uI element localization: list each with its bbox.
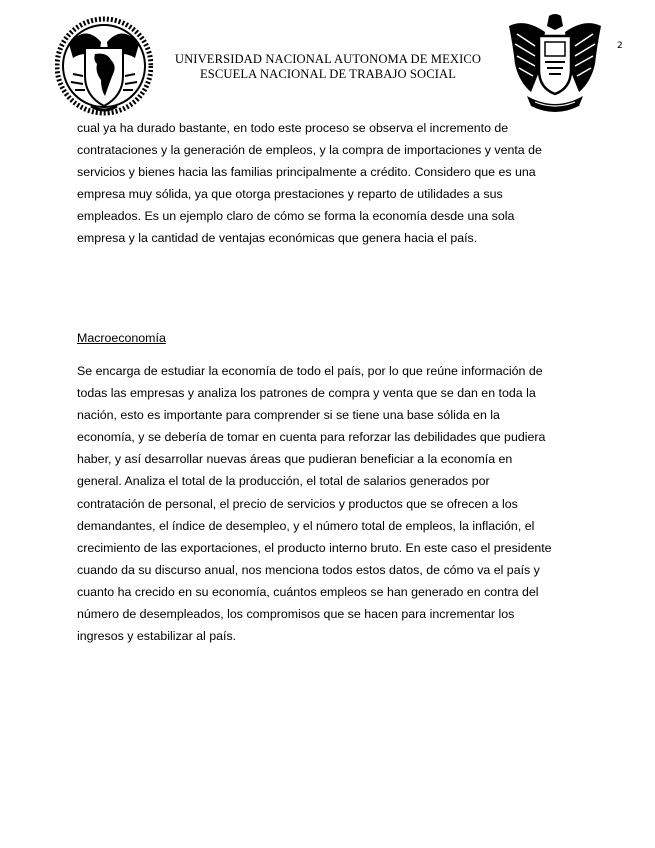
institution-header — [160, 52, 496, 81]
paragraph-continuation — [77, 117, 577, 250]
text-line: contrataciones y la generación de empleos, y la compra de importaciones y venta de — [77, 143, 542, 158]
text-line: ingresos y estabilizar al país. — [77, 629, 237, 644]
text-line: todas las empresas y analiza los patrones de compra y venta que se dan en toda la — [77, 386, 536, 401]
text-line: Se encarga de estudiar la economía de todo el país, por lo que reúne información de — [77, 364, 543, 378]
text-line: cuando da su discurso anual, nos menciona todos estos datos, de cómo va el país y — [77, 562, 540, 577]
text-line: empleados. Es un ejemplo claro de cómo se forma la economía desde una sola — [77, 209, 515, 224]
text-line: general. Analiza el total de la producción, el total de salarios generados por — [77, 474, 490, 489]
text-line: demandantes, el índice de desempleo, y el número total de empleos, la inflación, el — [77, 518, 535, 533]
text-line: economía, y se debería de tomar en cuenta para reforzar las debilidades que pudiera — [77, 430, 546, 445]
unam-crest-icon — [55, 14, 153, 118]
text-line: empresa muy sólida, ya que otorga prestaciones y reparto de utilidades a sus — [77, 187, 503, 202]
text-line: servicios y bienes hacia las familias principalmente a crédito. Considero que es una — [77, 165, 536, 180]
school-name: ESCUELA NACIONAL DE TRABAJO SOCIAL — [200, 66, 456, 81]
section-heading: Macroeconomía — [77, 331, 166, 345]
page-number: 2 — [617, 41, 623, 51]
text-line: nación, esto es importante para comprender si se tiene una base sólida en la — [77, 408, 500, 423]
text-line: haber, y así desarrollar nuevas áreas que pudieran beneficiar a la economía en — [77, 452, 513, 467]
text-line: cuanto ha crecido en su economía, cuántos empleos se han generado en contra del — [77, 584, 539, 599]
text-line: cual ya ha durado bastante, en todo este proceso se observa el incremento de — [77, 121, 509, 135]
university-name: UNIVERSIDAD NACIONAL AUTONOMA DE MEXICO — [174, 52, 482, 66]
text-line: empresa y la cantidad de ventajas económicas que genera hacia el país. — [77, 231, 478, 246]
text-line: número de desempleados, los compromisos que se hacen para incrementar los — [77, 607, 515, 622]
text-line: crecimiento de las exportaciones, el producto interno bruto. En este caso el presidente — [77, 540, 552, 555]
text-line: contratación de personal, el precio de servicios y productos que se ofrecen a los — [77, 496, 518, 511]
ents-eagle-crest-icon — [505, 12, 605, 118]
paragraph-macroeconomia — [77, 360, 577, 647]
